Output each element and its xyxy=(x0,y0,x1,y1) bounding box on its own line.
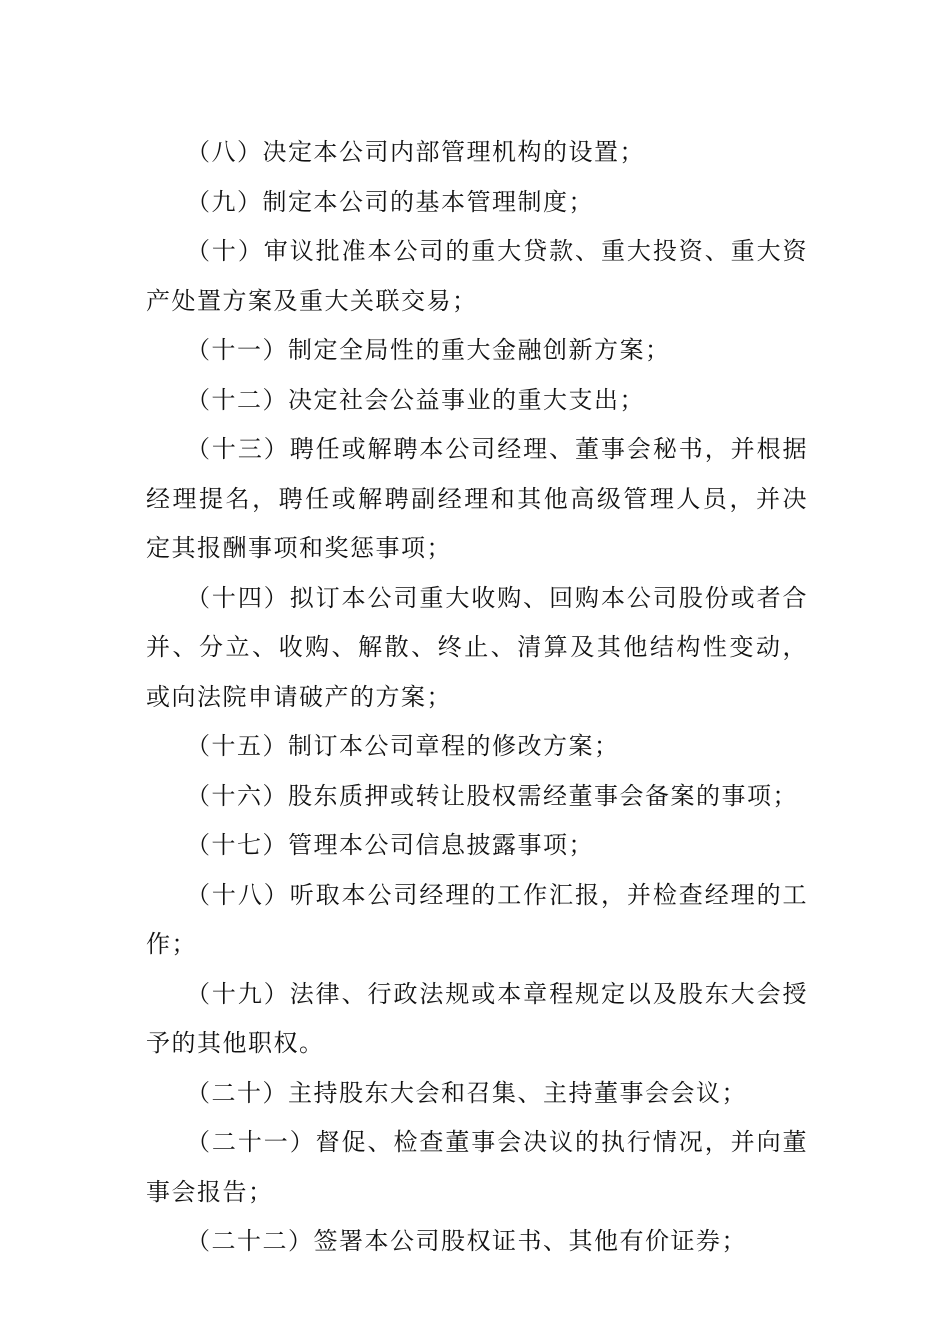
clause-17: （十七）管理本公司信息披露事项； xyxy=(186,831,594,859)
clause-14: （十四）拟订本公司重大收购、回购本公司股份或者合并、分立、收购、解散、终止、清算及其他结构性变动，或向法院申请破产的方案； xyxy=(146,583,808,711)
clause-18: （十八）听取本公司经理的工作汇报，并检查经理的工作； xyxy=(146,880,808,958)
clause-9: （九）制定本公司的基本管理制度； xyxy=(186,187,594,216)
clause-15: （十五）制订本公司章程的修改方案； xyxy=(186,732,620,760)
clause-12: （十二）决定社会公益事业的重大支出； xyxy=(186,385,645,414)
clause-8: （八）决定本公司内部管理机构的设置； xyxy=(186,138,645,166)
clause-21: （二十一）督促、检查董事会决议的执行情况，并向董事会报告； xyxy=(146,1128,808,1206)
clause-11: （十一）制定全局性的重大金融创新方案； xyxy=(186,336,671,364)
clause-10: （十）审议批准本公司的重大贷款、重大投资、重大资产处置方案及重大关联交易； xyxy=(146,237,808,315)
clause-20: （二十）主持股东大会和召集、主持董事会会议； xyxy=(186,1078,747,1107)
clause-16: （十六）股东质押或转让股权需经董事会备案的事项； xyxy=(186,781,798,810)
document-body xyxy=(146,128,808,1267)
clause-22: （二十二）签署本公司股权证书、其他有价证券； xyxy=(186,1227,747,1255)
clause-19: （十九）法律、行政法规或本章程规定以及股东大会授予的其他职权。 xyxy=(146,979,808,1057)
clause-13: （十三）聘任或解聘本公司经理、董事会秘书，并根据经理提名，聘任或解聘副经理和其他高级管理人员，并决定其报酬事项和奖惩事项； xyxy=(146,435,808,562)
